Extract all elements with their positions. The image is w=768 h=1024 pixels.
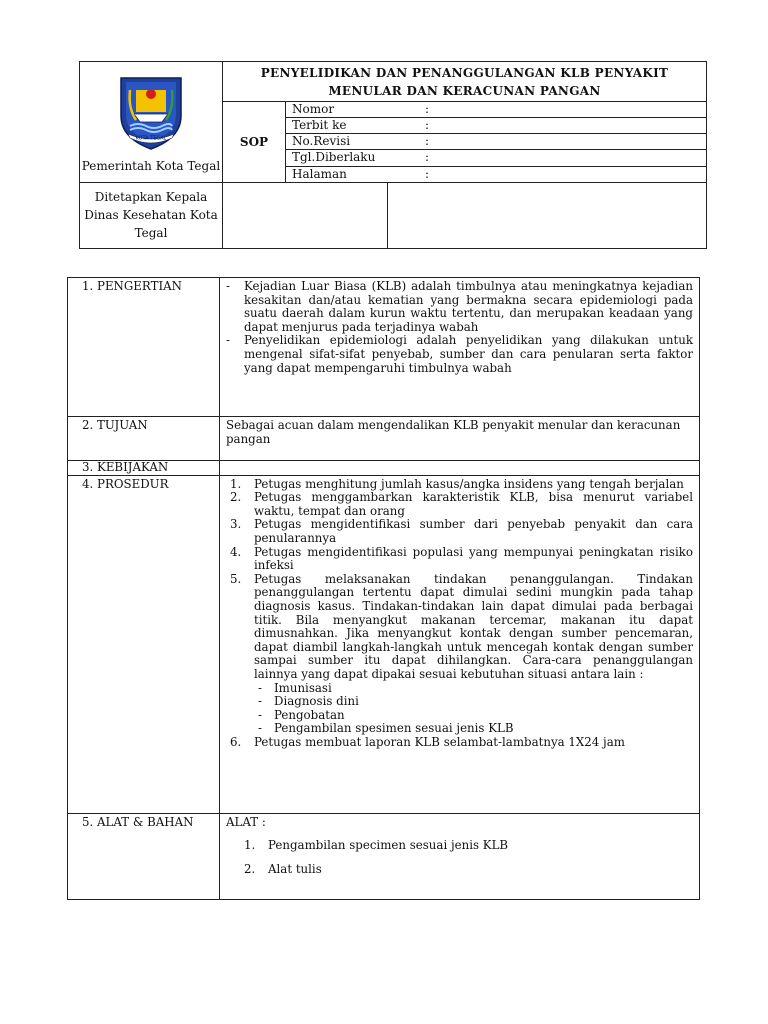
meta-label: Terbit ke (292, 118, 347, 133)
dash-marker: - (226, 333, 230, 348)
item-text: Petugas menggambarkan karakteristik KLB, bisa menurut variabel waktu, tempat dan orang (254, 490, 693, 518)
established-by: Ditetapkan Kepala Dinas Kesehatan Kota Tegal (80, 182, 223, 248)
dash-marker: - (258, 707, 262, 722)
meta-label: Tgl.Diberlaku (292, 150, 376, 165)
sop-label: SOP (223, 102, 286, 182)
meta-no-revisi (286, 134, 707, 150)
list-item (226, 491, 693, 518)
kebijakan-content (220, 461, 700, 476)
item-number: 5. (230, 571, 242, 586)
logo-cell (80, 62, 223, 183)
dash-marker: - (258, 694, 262, 709)
list-item (226, 736, 693, 750)
dash-marker: - (226, 279, 230, 293)
item-text: Petugas mengidentifikasi populasi yang mempunyai peningkatan risiko infeksi (254, 544, 693, 573)
document-title: PENYELIDIKAN DAN PENANGGULANGAN KLB PENYAKIT MENULAR DAN KERACUNAN PANGAN (223, 62, 707, 102)
sop-header-table (79, 61, 707, 249)
row-tujuan (68, 417, 700, 461)
meta-label: Halaman (292, 166, 347, 181)
alat-heading: ALAT : (226, 814, 266, 829)
sub-list-item (254, 695, 693, 709)
list-item (226, 334, 693, 375)
item-number: 4. (230, 544, 242, 559)
row-kebijakan (68, 461, 700, 476)
item-text: Kejadian Luar Biasa (KLB) adalah timbulnya atau meningkatnya kejadian kesakitan dan/atau kematian yang bermakna secara epidemiologi pada suatu daerah dalam kurun waktu tertentu, dan merupakan keadaan yang dapat menjurus pada terjadinya wabah (244, 279, 693, 334)
row-alat-bahan (68, 813, 700, 899)
item-text: Petugas menghitung jumlah kasus/angka insidens yang tengah berjalan (254, 476, 684, 491)
meta-colon: : (425, 102, 430, 117)
item-text: Petugas mengidentifikasi sumber dari penyebab penyakit dan cara penularannya (254, 517, 693, 545)
section-label: 5. ALAT & BAHAN (68, 813, 220, 899)
row-prosedur (68, 475, 700, 813)
list-item (240, 863, 693, 877)
sub-item-text: Imunisasi (274, 680, 332, 695)
list-item (226, 573, 693, 736)
row-pengertian (68, 278, 700, 417)
item-text: Petugas melaksanakan tindakan penanggulangan. Tindakan penanggulangan tertentu dapat dimulai sedini mungkin pada tahap diagnosis kasus. Tindakan-tindakan lain dapat dimulai pada berbagai titik. Bila menyangkut makanan tercemar, makanan itu dapat dimusnahkan. Jika menyangkut kontak dengan sumber pencemaran, dapat diambil langkah-langkah untuk mencegah kontak dengan sumber sampai sumber itu dapat dihilangkan. Cara-cara penanggulangan lainnya yang dapat dipakai sesuai kebutuhan situasi antara lain : (254, 571, 693, 681)
dash-marker: - (258, 721, 262, 736)
sub-list-item (254, 682, 693, 696)
sub-item-text: Pengambilan spesimen sesuai jenis KLB (274, 721, 514, 736)
sop-body-table (67, 277, 700, 900)
item-text: Petugas membuat laporan KLB selambat-lambatnya 1X24 jam (254, 734, 625, 749)
item-number: 1. (230, 476, 242, 491)
logo-text: KOTA TEGAL (135, 135, 167, 142)
alat-content (220, 813, 700, 899)
meta-nomor (286, 102, 707, 118)
section-label: 3. KEBIJAKAN (68, 461, 220, 476)
meta-colon: : (425, 118, 430, 133)
meta-colon: : (425, 134, 430, 149)
organization-name: Pemerintah Kota Tegal (81, 158, 221, 173)
item-number: 1. (244, 838, 256, 853)
item-number: 2. (230, 490, 242, 505)
sub-list-item (254, 722, 693, 736)
meta-label: No.Revisi (292, 134, 351, 149)
item-text: Pengambilan specimen sesuai jenis KLB (268, 838, 509, 853)
sub-item-text: Diagnosis dini (274, 694, 359, 709)
list-item (226, 518, 693, 545)
item-number: 3. (230, 517, 242, 532)
section-label: 1. PENGERTIAN (68, 278, 220, 417)
sub-item-text: Pengobatan (274, 707, 345, 722)
item-number: 2. (244, 861, 256, 876)
signature-cell (223, 182, 388, 248)
meta-halaman (286, 166, 707, 182)
pengertian-content (220, 278, 700, 417)
meta-colon: : (425, 166, 430, 181)
meta-terbit-ke (286, 118, 707, 134)
list-item (226, 478, 693, 492)
meta-tgl-diberlaku (286, 150, 707, 166)
meta-label: Nomor (292, 102, 335, 117)
meta-colon: : (425, 150, 430, 165)
list-item (226, 546, 693, 573)
section-label: 2. TUJUAN (68, 417, 220, 461)
kota-tegal-emblem-icon (116, 72, 186, 152)
list-item (240, 839, 693, 853)
blank-cell (388, 182, 707, 248)
list-item (226, 280, 693, 334)
item-text: Alat tulis (268, 861, 322, 876)
prosedur-content (220, 475, 700, 813)
item-text: Penyelidikan epidemiologi adalah penyelidikan yang dilakukan untuk mengenal sifat-sifat penyebab, sumber dan cara penularan serta faktor yang dapat mempengaruhi timbulnya wabah (244, 333, 693, 375)
item-number: 6. (230, 734, 242, 749)
tujuan-content: Sebagai acuan dalam mengendalikan KLB penyakit menular dan keracunan pangan (220, 417, 700, 461)
section-label: 4. PROSEDUR (68, 475, 220, 813)
dash-marker: - (258, 680, 262, 695)
sub-list-item (254, 709, 693, 723)
